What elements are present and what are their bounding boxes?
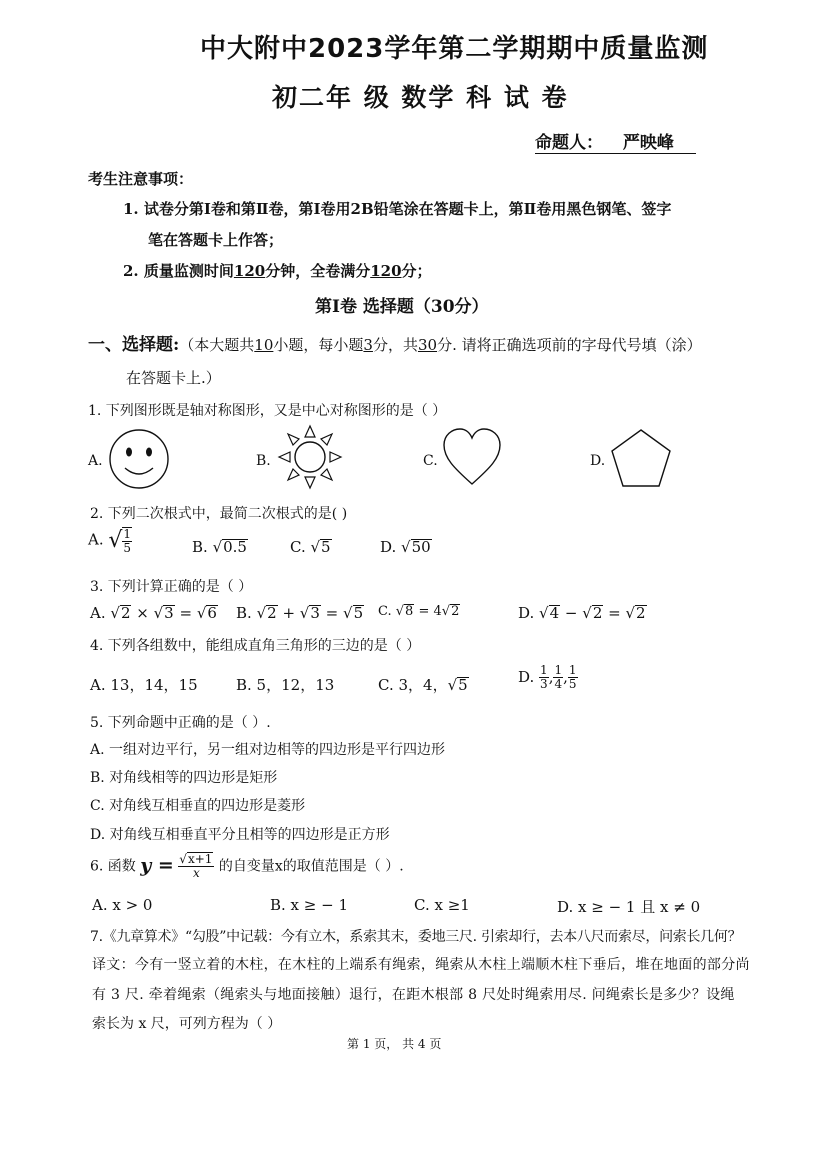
q2-a-label: A.: [88, 530, 104, 549]
question-4-stem: 4. 下列各组数中，能组成直角三角形的三边的是（ ）: [90, 638, 421, 654]
q4-option-d: [518, 664, 578, 690]
q5-option-a: A. 一组对边平行，另一组对边相等的四边形是平行四边形: [90, 742, 446, 758]
q6-stem-pre: 6. 函数: [90, 858, 136, 875]
q4-d-fraction-3: [568, 664, 578, 690]
q6-option-c: C. x ≥1: [414, 896, 470, 914]
question-1-stem: 1. 下列图形既是轴对称图形，又是中心对称图形的是（ ）: [88, 403, 447, 419]
q6-numerator: √x+1: [179, 852, 213, 866]
q3-b-term-3: 5: [353, 604, 364, 622]
q5-option-b: B. 对角线相等的四边形是矩形: [90, 770, 278, 786]
section-desc-c: 分，共: [372, 336, 418, 354]
section-1-description: [88, 330, 702, 355]
notice-heading: 考生注意事项：: [88, 170, 194, 188]
notice-item-1-line-1: 1. 试卷分第Ⅰ卷和第Ⅱ卷，第Ⅰ卷用2B铅笔涂在答题卡上，第Ⅱ卷用黑色钢笔、签字: [123, 200, 672, 218]
q3-b-term-1: 2: [267, 604, 277, 622]
section-desc-b: 小题，每小题: [273, 336, 364, 354]
frac-1-num: 1: [540, 663, 548, 677]
q6-option-b: B. x ≥ − 1: [270, 896, 349, 914]
question-7-line-4: 索长为 x 尺，可列方程为（ ）: [92, 1016, 282, 1032]
q2-c-label: C.: [290, 538, 306, 556]
question-count: 10: [254, 336, 274, 354]
points-each: 3: [363, 336, 373, 354]
comma: ,: [563, 668, 568, 687]
q2-d-label: D.: [380, 538, 397, 556]
q4-d-label: D.: [518, 668, 535, 687]
q3-c-term-2: 2: [451, 604, 460, 619]
q5-option-c: C. 对角线互相垂直的四边形是菱形: [90, 798, 306, 814]
exam-duration: 120: [233, 262, 266, 280]
q4-d-fraction-1: [539, 664, 549, 690]
q6-function-y: y =: [140, 854, 174, 877]
notice-item-2-mid: 分钟，全卷满分: [265, 262, 371, 280]
exam-title: 中大附中2023学年第二学期期中质量监测: [200, 34, 709, 64]
frac-3-den: 5: [568, 676, 577, 691]
q3-b-op-1: +: [277, 604, 300, 622]
author-label: 命题人：: [535, 133, 603, 153]
frac-3-num: 1: [568, 663, 577, 677]
q2-option-d: D. √50: [380, 538, 431, 556]
exam-full-score: 120: [370, 262, 402, 280]
q1-option-b-label: B.: [256, 453, 271, 469]
question-2-stem: 2. 下列二次根式中，最简二次根式的是( ): [90, 506, 348, 522]
pentagon-icon: [610, 428, 672, 488]
q3-option-c: C. √8 = 4√2: [378, 604, 460, 619]
q4-option-c: C. 3，4，√5: [378, 676, 468, 694]
q3-a-op-2: =: [174, 604, 197, 622]
question-6-stem: [90, 852, 404, 879]
notice-item-1-line-2: 笔在答题卡上作答；: [148, 231, 284, 249]
frac-1-den: 3: [540, 676, 548, 691]
question-3-stem: 3. 下列计算正确的是（ ）: [90, 579, 253, 595]
notice-item-2-post: 分；: [401, 262, 432, 280]
heart-icon: [442, 428, 502, 486]
part-1-title: 第Ⅰ卷 选择题（30分）: [315, 297, 489, 317]
section-desc-a: （本大题共: [179, 336, 255, 354]
q1-option-c-label: C.: [423, 453, 438, 469]
q1-option-a-label: A.: [88, 453, 103, 469]
exam-subtitle: 初二年 级 数学 科 试 卷: [272, 83, 569, 112]
q6-radicand: x+1: [187, 852, 213, 866]
q4-c-text: C. 3，4，: [378, 676, 448, 694]
section-desc-d: 分. 请将正确选项前的字母代号填（涂）: [437, 336, 702, 354]
smiley-face-icon: [108, 428, 170, 490]
q3-b-label: B.: [236, 604, 252, 622]
q3-a-term-3: 6: [207, 604, 217, 622]
frac-2-num: 1: [554, 663, 563, 677]
q3-a-label: A.: [90, 604, 106, 622]
q3-c-term-1: 8: [405, 604, 414, 619]
q3-d-op-1: −: [560, 604, 583, 622]
q2-option-a: [88, 527, 132, 554]
radical-sign: √: [108, 528, 123, 554]
q3-b-op-2: =: [320, 604, 343, 622]
page-number-footer: 第 1 页， 共 4 页: [347, 1037, 442, 1051]
q3-a-op-1: ×: [131, 604, 154, 622]
author-line: [535, 128, 696, 154]
q4-option-b: B. 5，12，13: [236, 676, 335, 694]
question-7-line-2: 译文：今有一竖立着的木柱，在木柱的上端系有绳索，绳索从木柱上端顺木柱下垂后，堆在地面的部分尚: [92, 957, 750, 973]
q2-a-numerator: 1: [123, 527, 132, 541]
q3-d-term-2: 2: [592, 604, 603, 622]
q3-a-term-2: 3: [164, 604, 174, 622]
q3-d-term-3: 2: [636, 604, 646, 622]
q3-b-term-2: 3: [310, 604, 320, 622]
q2-option-b: B. √0.5: [192, 538, 247, 556]
author-name: 严映峰: [622, 133, 674, 153]
question-7-line-1: 7.《九章算术》“勾股”中记载：今有立木，系索其末，委地三尺. 引索却行，去本八尺而索尽，问索长几何？: [90, 929, 742, 945]
section-1-description-line-2: 在答题卡上.）: [126, 369, 221, 387]
q2-a-denominator: 5: [123, 540, 132, 555]
q3-a-term-1: 2: [120, 604, 131, 622]
q4-c-radicand: 5: [458, 676, 468, 694]
notice-item-2: [123, 260, 432, 281]
q3-d-term-1: 4: [549, 604, 560, 622]
q3-option-a: A. √2 × √3 = √6: [90, 604, 217, 622]
question-7-line-3: 有 3 尺. 牵着绳索（绳索头与地面接触）退行，在距木根部 8 尺处时绳索用尽. 问绳索长是多少？设绳: [92, 987, 735, 1003]
q2-option-c: C. √5: [290, 538, 331, 556]
question-5-stem: 5. 下列命题中正确的是（ ）.: [90, 715, 271, 731]
comma: ,: [548, 668, 554, 687]
q3-c-op-1: = 4: [414, 604, 442, 619]
q1-option-d-label: D.: [590, 453, 606, 469]
q3-d-label: D.: [518, 604, 535, 622]
q3-d-op-2: =: [603, 604, 626, 622]
q2-b-radicand: 0.5: [223, 538, 247, 556]
section-1-label: 一、选择题:: [88, 335, 180, 355]
q3-option-b: B. √2 + √3 = √5: [236, 604, 364, 622]
q6-option-d: D. x ≥ − 1 且 x ≠ 0: [557, 898, 701, 916]
sun-icon: [278, 424, 342, 490]
q4-option-a: A. 13，14，15: [90, 676, 198, 694]
q2-a-fraction: [122, 527, 132, 554]
q4-d-fraction-2: [553, 664, 563, 690]
q3-option-d: D. √4 − √2 = √2: [518, 604, 646, 622]
q6-denominator: x: [192, 865, 200, 880]
q6-function-fraction: [178, 852, 214, 879]
frac-2-den: 4: [554, 676, 563, 691]
points-total: 30: [417, 336, 438, 354]
q5-option-d: D. 对角线互相垂直平分且相等的四边形是正方形: [90, 827, 390, 843]
q2-c-radicand: 5: [321, 538, 331, 556]
q3-c-label: C.: [378, 604, 392, 619]
q2-b-label: B.: [192, 538, 208, 556]
notice-item-2-pre: 2. 质量监测时间: [123, 262, 234, 280]
q6-stem-post: 的自变量x的取值范围是（ ）.: [218, 858, 404, 875]
q2-d-radicand: 50: [411, 538, 431, 556]
q6-option-a: A. x > 0: [92, 896, 153, 914]
